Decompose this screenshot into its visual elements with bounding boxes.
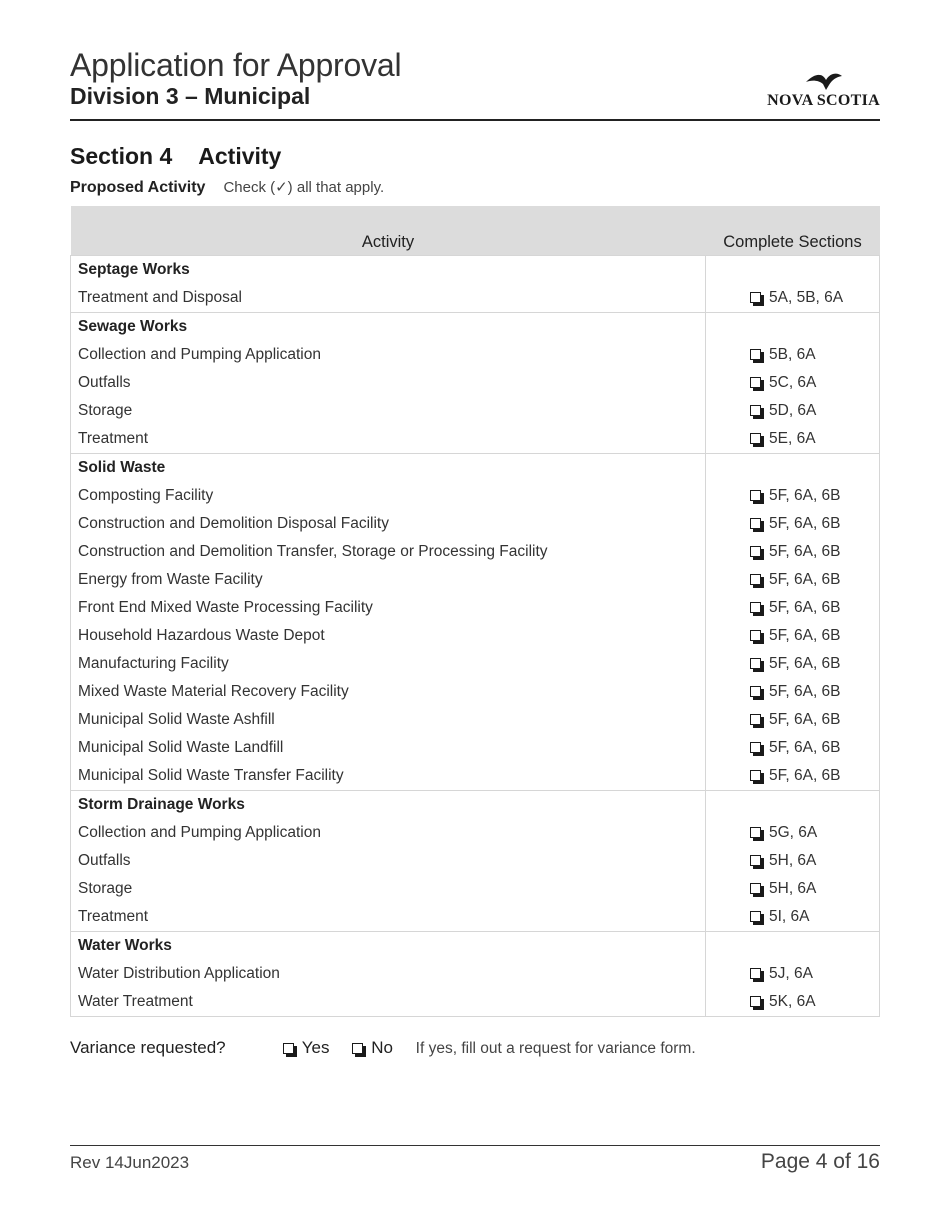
section-option[interactable] [706, 510, 879, 538]
activity-checkbox[interactable] [750, 883, 761, 894]
activity-item: Manufacturing Facility [78, 655, 229, 672]
activity-item: Household Hazardous Waste Depot [78, 627, 325, 644]
activity-checkbox[interactable] [750, 968, 761, 979]
section-codes: 5F, 6A, 6B [769, 739, 841, 756]
activity-item: Construction and Demolition Disposal Facility [78, 515, 389, 532]
section-option[interactable] [706, 566, 879, 594]
activity-cell [71, 791, 706, 932]
sections-cell [706, 256, 880, 313]
section-option[interactable] [706, 678, 879, 706]
page-number: Page 4 of 16 [760, 1150, 880, 1173]
section-option[interactable] [706, 538, 879, 566]
activity-group-name: Solid Waste [78, 459, 166, 476]
activity-item: Composting Facility [78, 487, 214, 504]
sections-spacer [706, 932, 879, 960]
activity-checkbox[interactable] [750, 827, 761, 838]
section-option[interactable] [706, 341, 879, 369]
activity-checkbox[interactable] [750, 602, 761, 613]
variance-yes-option[interactable] [283, 1038, 330, 1057]
activity-group-row [71, 932, 880, 1017]
section-option[interactable] [706, 988, 879, 1016]
section-option[interactable] [706, 594, 879, 622]
variance-label: Variance requested? [70, 1038, 226, 1057]
activity-group-row [71, 791, 880, 932]
activity-checkbox[interactable] [750, 630, 761, 641]
activity-checkbox[interactable] [750, 405, 761, 416]
no-checkbox[interactable] [352, 1043, 363, 1054]
section-option[interactable] [706, 622, 879, 650]
section-option[interactable] [706, 875, 879, 903]
section-title: Activity [198, 143, 282, 169]
page-header [70, 46, 880, 121]
activity-item: Collection and Pumping Application [78, 824, 321, 841]
variance-note: If yes, fill out a request for variance form. [415, 1040, 696, 1057]
document-subtitle: Division 3 – Municipal [70, 83, 311, 109]
page-footer [70, 1145, 880, 1173]
section-option[interactable] [706, 369, 879, 397]
activity-checkbox[interactable] [750, 911, 761, 922]
sections-spacer [706, 313, 879, 341]
logo-text: NOVA SCOTIA [767, 92, 880, 109]
section-option[interactable] [706, 284, 879, 312]
variance-no-option[interactable] [352, 1038, 393, 1057]
sections-cell [706, 454, 880, 791]
activity-item: Municipal Solid Waste Landfill [78, 739, 284, 756]
instruction-text: Check (✓) all that apply. [223, 179, 385, 196]
section-number: Section 4 [70, 143, 173, 169]
column-header-activity: Activity [71, 206, 706, 256]
section-heading [70, 143, 281, 170]
variance-question [70, 1038, 696, 1058]
activity-group-name: Sewage Works [78, 318, 188, 335]
sections-cell [706, 932, 880, 1017]
section-codes: 5K, 6A [769, 993, 816, 1010]
column-header-sections: Complete Sections [706, 206, 880, 256]
activity-group-row [71, 256, 880, 313]
activity-item: Water Distribution Application [78, 965, 280, 982]
section-option[interactable] [706, 819, 879, 847]
section-option[interactable] [706, 903, 879, 931]
section-codes: 5G, 6A [769, 824, 818, 841]
section-option[interactable] [706, 960, 879, 988]
section-option[interactable] [706, 734, 879, 762]
activity-group-row [71, 313, 880, 454]
activity-item: Storage [78, 880, 133, 897]
yes-checkbox[interactable] [283, 1043, 294, 1054]
activity-checkbox[interactable] [750, 855, 761, 866]
activity-checkbox[interactable] [750, 686, 761, 697]
activity-checkbox[interactable] [750, 518, 761, 529]
activity-checkbox[interactable] [750, 996, 761, 1007]
activity-cell [71, 256, 706, 313]
activity-checkbox[interactable] [750, 742, 761, 753]
activity-table [70, 206, 880, 1017]
section-codes: 5F, 6A, 6B [769, 655, 841, 672]
activity-checkbox[interactable] [750, 770, 761, 781]
activity-item: Treatment and Disposal [78, 289, 242, 306]
sections-spacer [706, 256, 879, 284]
activity-checkbox[interactable] [750, 574, 761, 585]
section-codes: 5J, 6A [769, 965, 813, 982]
sections-cell [706, 791, 880, 932]
activity-item: Construction and Demolition Transfer, Storage or Processing Facility [78, 543, 548, 560]
section-codes: 5F, 6A, 6B [769, 599, 841, 616]
activity-group-name: Water Works [78, 937, 172, 954]
activity-item: Municipal Solid Waste Ashfill [78, 711, 275, 728]
activity-checkbox[interactable] [750, 349, 761, 360]
section-codes: 5F, 6A, 6B [769, 711, 841, 728]
activity-group-name: Storm Drainage Works [78, 796, 245, 813]
section-option[interactable] [706, 762, 879, 790]
activity-checkbox[interactable] [750, 433, 761, 444]
sections-spacer [706, 791, 879, 819]
activity-group-row [71, 454, 880, 791]
section-codes: 5F, 6A, 6B [769, 571, 841, 588]
activity-checkbox[interactable] [750, 714, 761, 725]
activity-item: Outfalls [78, 374, 131, 391]
section-codes: 5H, 6A [769, 880, 817, 897]
section-option[interactable] [706, 425, 879, 453]
sections-cell [706, 313, 880, 454]
section-codes: 5A, 5B, 6A [769, 289, 844, 306]
yes-label: Yes [301, 1038, 330, 1057]
revision-date: Rev 14Jun2023 [70, 1153, 190, 1172]
activity-item: Treatment [78, 908, 149, 925]
activity-checkbox[interactable] [750, 490, 761, 501]
activity-checkbox[interactable] [750, 658, 761, 669]
section-codes: 5C, 6A [769, 374, 817, 391]
activity-cell [71, 313, 706, 454]
section-codes: 5E, 6A [769, 430, 816, 447]
activity-item: Collection and Pumping Application [78, 346, 321, 363]
activity-cell [71, 932, 706, 1017]
section-option[interactable] [706, 397, 879, 425]
activity-item: Energy from Waste Facility [78, 571, 263, 588]
osprey-logo-icon [804, 70, 844, 92]
activity-item: Treatment [78, 430, 149, 447]
section-codes: 5I, 6A [769, 908, 810, 925]
activity-item: Water Treatment [78, 993, 193, 1010]
activity-checkbox[interactable] [750, 292, 761, 303]
activity-group-name: Septage Works [78, 261, 190, 278]
section-option[interactable] [706, 706, 879, 734]
no-label: No [371, 1038, 393, 1057]
activity-item: Municipal Solid Waste Transfer Facility [78, 767, 344, 784]
section-option[interactable] [706, 650, 879, 678]
activity-cell [71, 454, 706, 791]
activity-item: Storage [78, 402, 133, 419]
section-codes: 5D, 6A [769, 402, 817, 419]
section-option[interactable] [706, 847, 879, 875]
section-codes: 5F, 6A, 6B [769, 627, 841, 644]
section-codes: 5F, 6A, 6B [769, 515, 841, 532]
section-codes: 5H, 6A [769, 852, 817, 869]
document-title: Application for Approval [70, 47, 402, 83]
activity-item: Mixed Waste Material Recovery Facility [78, 683, 349, 700]
section-codes: 5F, 6A, 6B [769, 683, 841, 700]
section-codes: 5F, 6A, 6B [769, 487, 841, 504]
activity-item: Outfalls [78, 852, 131, 869]
proposed-activity-line [70, 178, 384, 197]
nova-scotia-logo [750, 70, 880, 110]
activity-item: Front End Mixed Waste Processing Facility [78, 599, 373, 616]
section-codes: 5F, 6A, 6B [769, 543, 841, 560]
section-option[interactable] [706, 482, 879, 510]
proposed-activity-label: Proposed Activity [70, 179, 206, 196]
table-header-row [71, 206, 880, 256]
section-codes: 5B, 6A [769, 346, 816, 363]
activity-checkbox[interactable] [750, 546, 761, 557]
sections-spacer [706, 454, 879, 482]
activity-checkbox[interactable] [750, 377, 761, 388]
section-codes: 5F, 6A, 6B [769, 767, 841, 784]
